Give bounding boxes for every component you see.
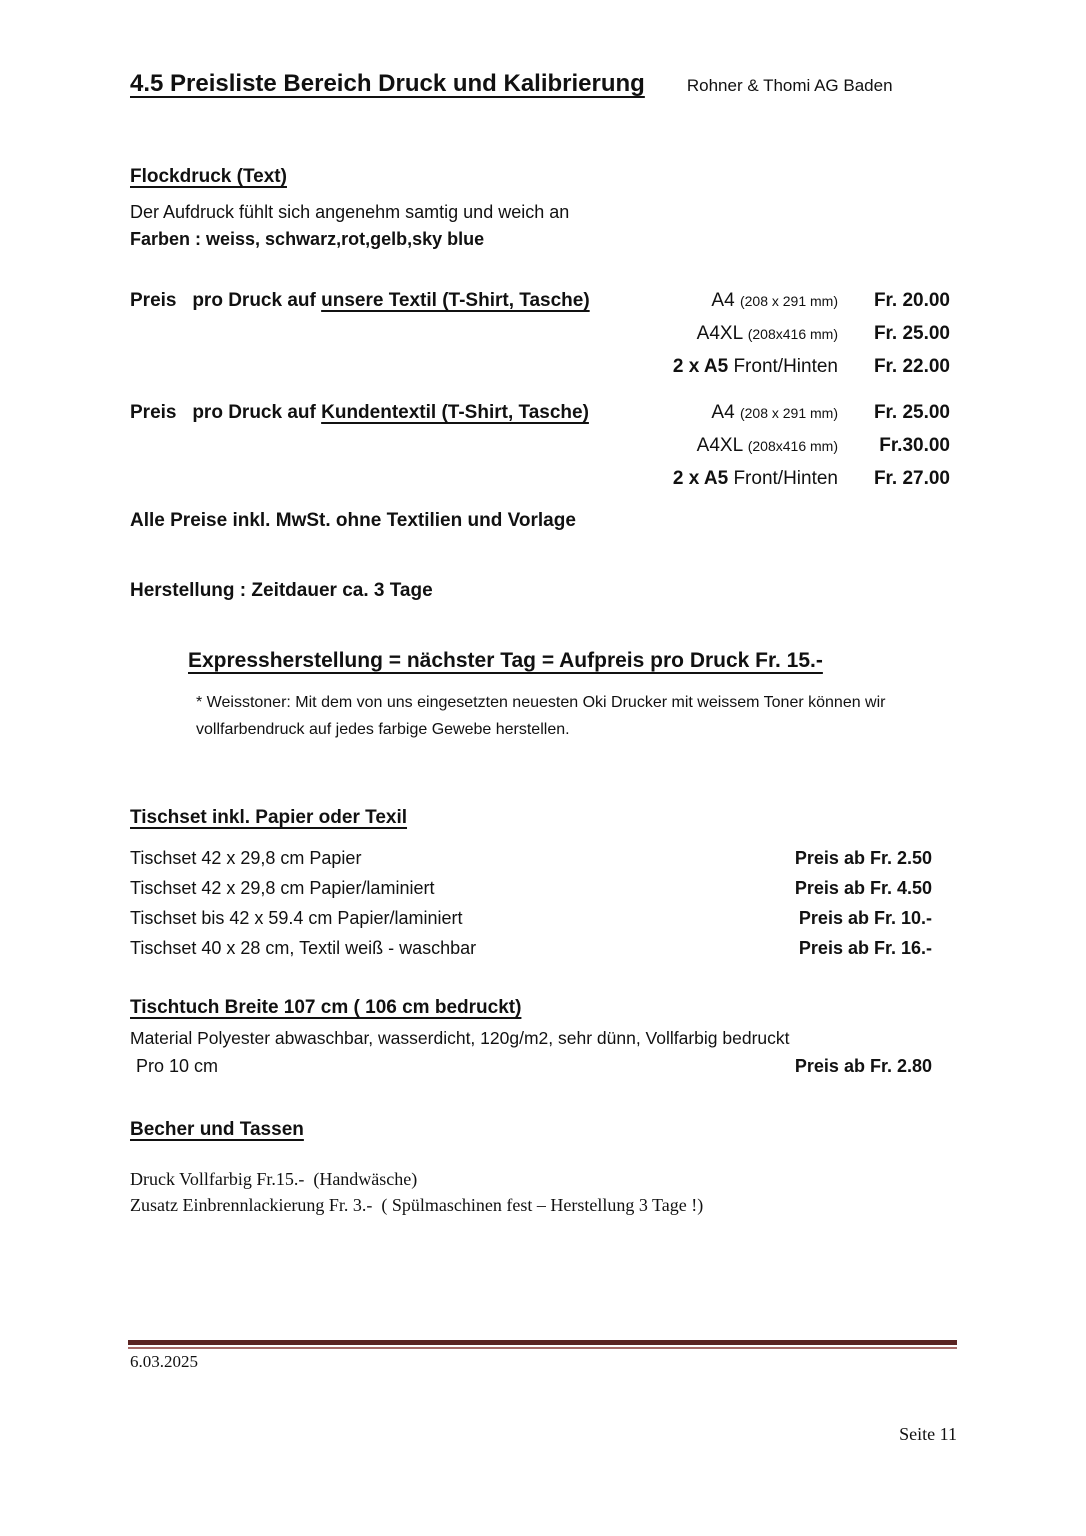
size-dimensions: (208x416 mm) xyxy=(747,438,838,454)
size-bold: 2 x A5 xyxy=(672,356,729,377)
size-label xyxy=(697,322,838,346)
table-row xyxy=(130,933,950,963)
document-date: 6.03.2025 xyxy=(130,1352,198,1371)
size-dimensions: (208x416 mm) xyxy=(747,326,838,342)
footer-rule-thin xyxy=(128,1347,957,1349)
size-label xyxy=(711,289,838,313)
weisstoner-footnote xyxy=(196,689,950,743)
price-value: Fr. 20.00 xyxy=(873,290,950,311)
vat-note: Alle Preise inkl. MwSt. ohne Textilien und Vorlage xyxy=(130,510,576,531)
price-value: Fr. 22.00 xyxy=(873,356,950,377)
price-row xyxy=(130,355,950,379)
item-price: Preis ab Fr. 16.- xyxy=(798,938,932,958)
size-plain: Front/Hinten xyxy=(728,468,838,489)
footer-rule-thick xyxy=(128,1340,957,1345)
label-prefix: Preis pro Druck auf xyxy=(130,402,322,423)
becher-lines xyxy=(130,1166,950,1218)
item-price: Preis ab Fr. 2.50 xyxy=(794,848,932,868)
footer-rule xyxy=(128,1340,957,1349)
size-label xyxy=(673,467,838,491)
item-label: Tischset 42 x 29,8 cm Papier xyxy=(130,848,362,868)
document-header xyxy=(130,70,950,98)
price-row xyxy=(130,467,950,491)
size-label xyxy=(673,355,838,379)
price-block-unsere-textil xyxy=(130,289,950,379)
becher-heading: Becher und Tassen xyxy=(130,1119,304,1140)
price-row xyxy=(130,434,950,458)
tischset-rows xyxy=(130,843,950,963)
price-value: Fr.30.00 xyxy=(879,435,950,456)
section-flockdruck xyxy=(130,164,950,253)
price-block-kundentextil xyxy=(130,401,950,491)
section-tischset xyxy=(130,805,950,963)
item-label: Tischset 40 x 28 cm, Textil weiß - waschbar xyxy=(130,938,477,958)
becher-line-2: Zusatz Einbrennlackierung Fr. 3.- ( Spülmaschinen fest – Herstellung 3 Tage !) xyxy=(130,1195,704,1215)
size-plain: A4XL xyxy=(696,323,748,344)
becher-line-1: Druck Vollfarbig Fr.15.- (Handwäsche) xyxy=(130,1169,418,1189)
tischtuch-material: Material Polyester abwaschbar, wasserdicht, 120g/m2, sehr dünn, Vollfarbig bedruckt xyxy=(130,1028,790,1048)
section-tischtuch xyxy=(130,995,950,1079)
label-underlined: unsere Textil (T-Shirt, Tasche) xyxy=(321,290,590,311)
page-number: Seite 11 xyxy=(899,1424,957,1444)
size-label xyxy=(697,434,838,458)
size-plain: A4 xyxy=(711,290,740,311)
price-row xyxy=(130,289,950,313)
table-row xyxy=(130,1053,950,1079)
flockdruck-heading: Flockdruck (Text) xyxy=(130,166,287,187)
price-value: Fr. 27.00 xyxy=(873,468,950,489)
size-plain: Front/Hinten xyxy=(728,356,838,377)
flockdruck-description: Der Aufdruck fühlt sich angenehm samtig und weich an xyxy=(130,202,570,222)
item-price: Preis ab Fr. 2.80 xyxy=(794,1056,932,1076)
size-dimensions: (208 x 291 mm) xyxy=(739,405,838,421)
table-row xyxy=(130,873,950,903)
item-price: Preis ab Fr. 10.- xyxy=(798,908,932,928)
table-row xyxy=(130,843,950,873)
company-name: Rohner & Thomi AG Baden xyxy=(686,76,893,95)
item-label: Pro 10 cm xyxy=(136,1056,219,1076)
price-block-label xyxy=(130,401,699,425)
footnote-line-2: vollfarbendruck auf jedes farbige Gewebe herstellen. xyxy=(196,721,570,738)
label-prefix: Preis pro Druck auf xyxy=(130,290,322,311)
section-becher xyxy=(130,1117,950,1218)
item-label: Tischset 42 x 29,8 cm Papier/laminiert xyxy=(130,878,435,898)
price-value: Fr. 25.00 xyxy=(873,402,950,423)
table-row xyxy=(130,903,950,933)
price-value: Fr. 25.00 xyxy=(873,323,950,344)
flockdruck-colors: Farben : weiss, schwarz,rot,gelb,sky blue xyxy=(130,229,485,249)
size-bold: 2 x A5 xyxy=(672,468,729,489)
production-time-note: Herstellung : Zeitdauer ca. 3 Tage xyxy=(130,580,433,601)
size-label xyxy=(711,401,838,425)
item-price: Preis ab Fr. 4.50 xyxy=(794,878,932,898)
size-plain: A4 xyxy=(711,402,740,423)
price-row xyxy=(130,401,950,425)
size-dimensions: (208 x 291 mm) xyxy=(739,293,838,309)
page-title: 4.5 Preisliste Bereich Druck und Kalibrierung xyxy=(130,70,645,97)
tischset-heading: Tischset inkl. Papier oder Texil xyxy=(130,807,408,828)
express-note: Expressherstellung = nächster Tag = Aufpreis pro Druck Fr. 15.- xyxy=(188,649,823,672)
footnote-line-1: * Weisstoner: Mit dem von uns eingesetzten neuesten Oki Drucker mit weissem Toner können wir xyxy=(196,694,886,711)
label-underlined: Kundentextil (T-Shirt, Tasche) xyxy=(321,402,589,423)
tischtuch-heading: Tischtuch Breite 107 cm ( 106 cm bedruckt) xyxy=(130,997,522,1018)
price-block-label xyxy=(130,289,699,313)
size-plain: A4XL xyxy=(696,435,748,456)
price-row xyxy=(130,322,950,346)
item-label: Tischset bis 42 x 59.4 cm Papier/laminiert xyxy=(130,908,463,928)
